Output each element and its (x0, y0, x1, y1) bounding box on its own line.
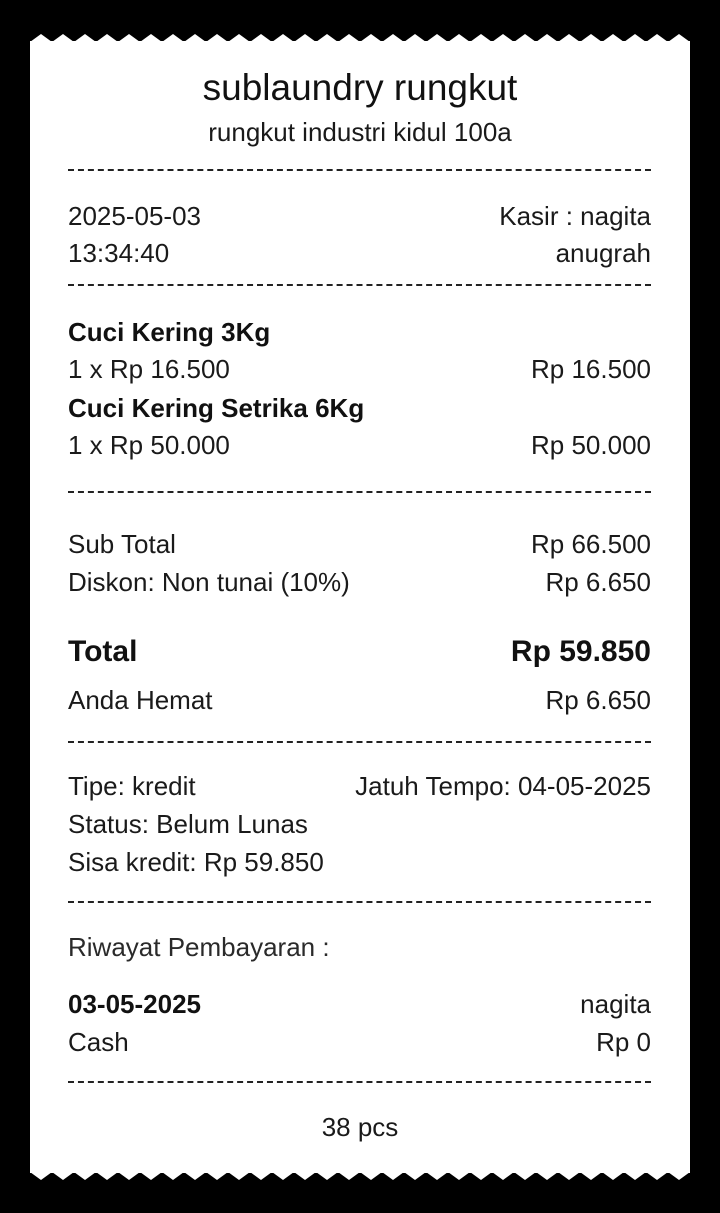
divider (68, 901, 651, 903)
payment-type: Tipe: kredit (68, 771, 196, 801)
receipt-time: 13:34:40 (68, 238, 170, 268)
history-method: Cash (68, 1027, 129, 1057)
history-date: 03-05-2025 (68, 989, 201, 1019)
store-name: sublaundry rungkut (202, 67, 518, 108)
divider (68, 284, 651, 286)
item-qty-price: 1 x Rp 16.500 (68, 354, 230, 384)
payment-history-title: Riwayat Pembayaran : (68, 932, 330, 962)
divider (68, 169, 651, 171)
divider (68, 491, 651, 493)
remaining-credit: Sisa kredit: Rp 59.850 (68, 847, 324, 877)
history-amount: Rp 0 (596, 1027, 651, 1057)
payment-status: Status: Belum Lunas (68, 809, 308, 839)
discount-label: Diskon: Non tunai (10%) (68, 567, 350, 597)
receipt-bottom-torn-edge (30, 1172, 690, 1182)
subtotal-label: Sub Total (68, 529, 176, 559)
item-amount: Rp 50.000 (531, 430, 651, 460)
item-qty-price: 1 x Rp 50.000 (68, 430, 230, 460)
history-cashier: nagita (580, 989, 651, 1019)
payment-due-date: Jatuh Tempo: 04-05-2025 (355, 771, 651, 801)
item-name: Cuci Kering Setrika 6Kg (68, 393, 365, 423)
discount-value: Rp 6.650 (545, 567, 651, 597)
store-address: rungkut industri kidul 100a (208, 117, 512, 147)
item-name: Cuci Kering 3Kg (68, 317, 271, 347)
total-value: Rp 59.850 (510, 635, 651, 668)
cashier-name-cont: anugrah (555, 238, 651, 268)
receipt-paper (30, 32, 690, 1182)
receipt-date: 2025-05-03 (68, 201, 201, 231)
savings-value: Rp 6.650 (545, 685, 651, 715)
cashier-label: Kasir : nagita (499, 201, 651, 231)
total-pieces: 38 pcs (321, 1112, 399, 1142)
total-label: Total (68, 635, 138, 668)
savings-label: Anda Hemat (68, 685, 213, 715)
divider (68, 741, 651, 743)
item-amount: Rp 16.500 (531, 354, 651, 384)
divider (68, 1081, 651, 1083)
receipt-body (30, 41, 690, 1173)
subtotal-value: Rp 66.500 (531, 529, 651, 559)
